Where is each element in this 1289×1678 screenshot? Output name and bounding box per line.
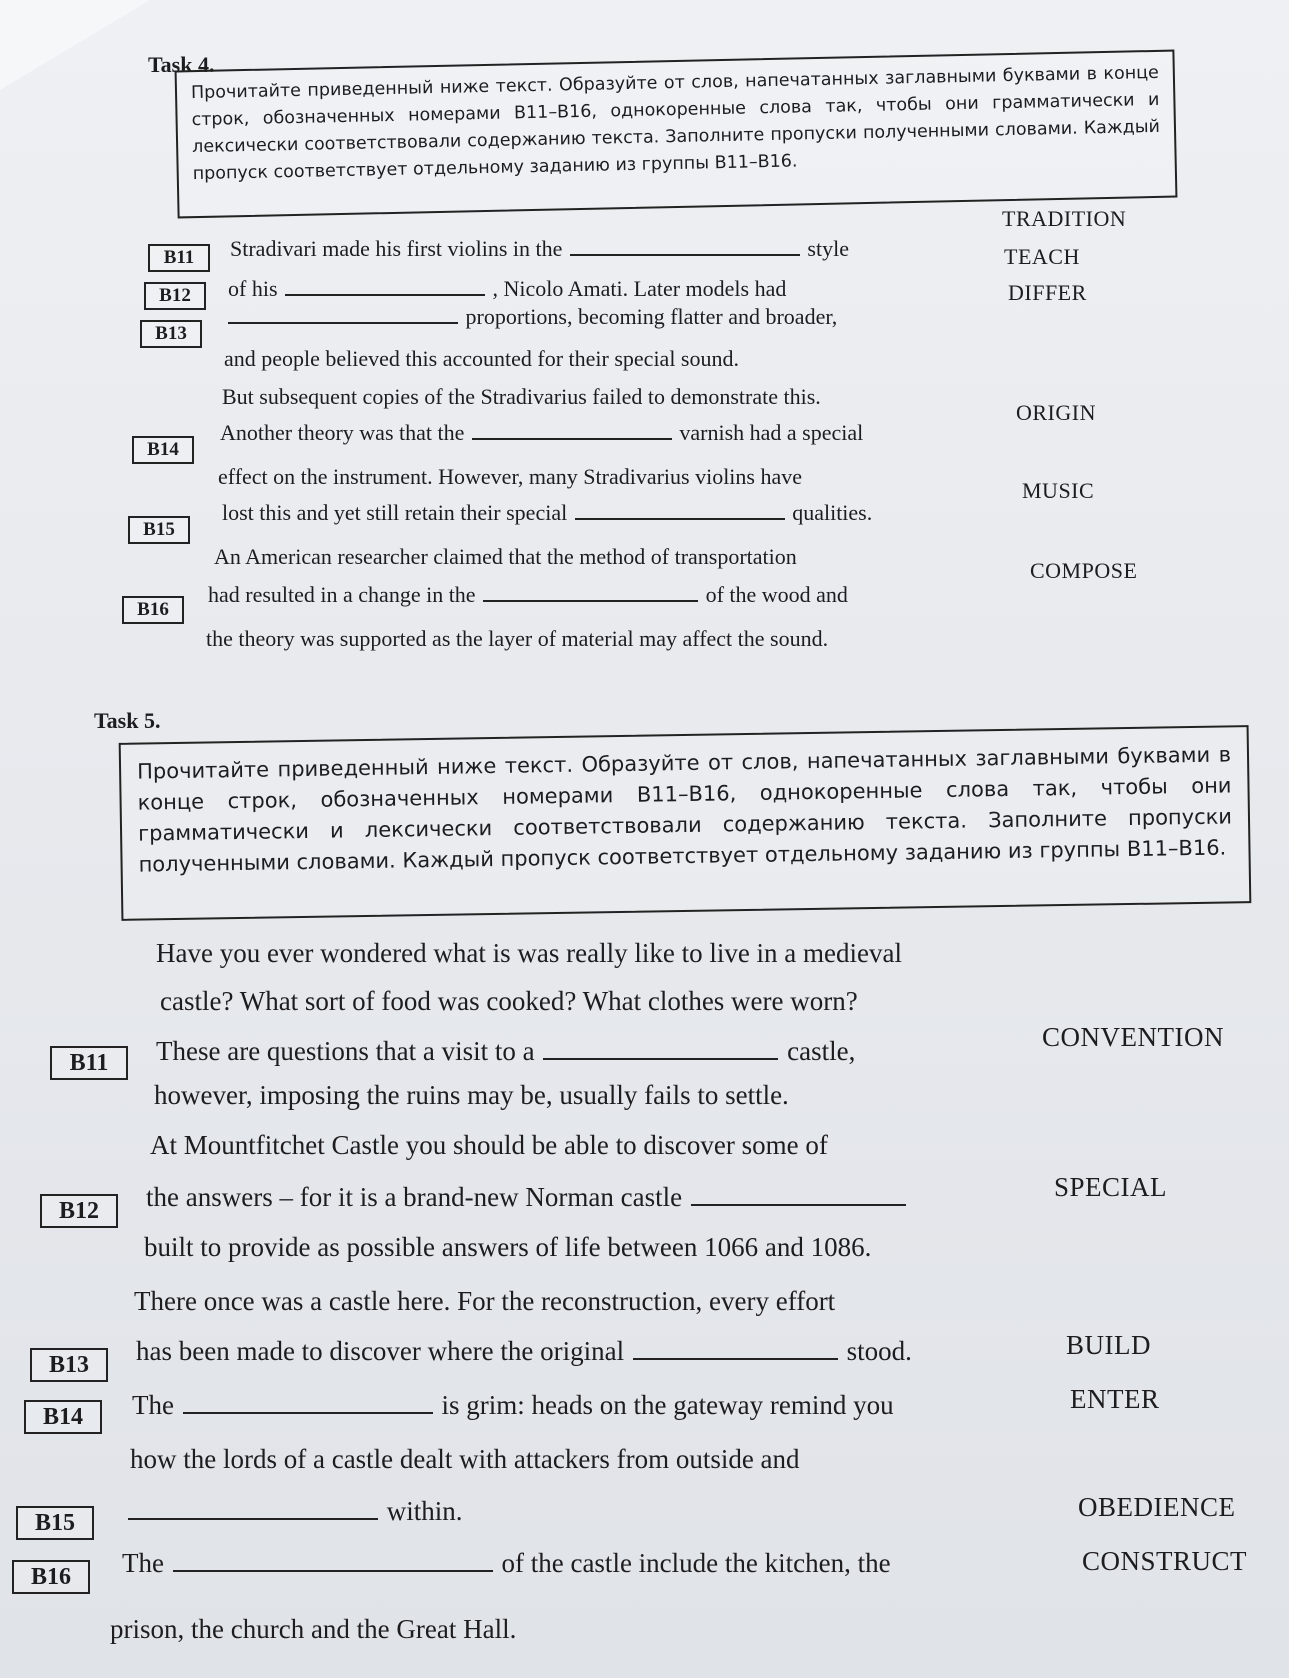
task-4-b12-blank[interactable]	[285, 293, 485, 296]
task-4-b14-blank[interactable]	[472, 437, 672, 440]
task-5-b15-line	[126, 1496, 463, 1527]
task-4-b11-text-before: Stradivari made his first violins in the	[230, 236, 563, 261]
task-5-intro-line: castle? What sort of food was cooked? What clothes were worn?	[160, 986, 858, 1016]
task-5-b16-text-before: The	[122, 1548, 164, 1578]
task-4-title: Task 4.	[148, 52, 215, 77]
task-4-b13-line	[226, 304, 837, 330]
task-5-b15-blank[interactable]	[128, 1517, 378, 1520]
task-4-b14-line	[220, 420, 863, 446]
task-5-b16-word: CONSTRUCT	[1082, 1546, 1248, 1576]
task-5-b16-label: B16	[12, 1560, 90, 1594]
task-5-b16-line	[122, 1548, 891, 1579]
task-4-b11-text-after: style	[807, 236, 849, 261]
task-4-text-line: But subsequent copies of the Stradivarius failed to demonstrate this.	[222, 384, 821, 409]
task-4-b15-text-before: lost this and yet still retain their special	[222, 500, 568, 525]
task-4-b13-label: B13	[140, 320, 202, 348]
task-4-instructions: Прочитайте приведенный ниже текст. Образуйте от слов, напечатанных заглавными буквами в конце строк, обозначенных номерами B11–B16, однокоренные слова так, чтобы они грамматически и лексически соответствовали содержанию текста. Заполните пропуски полученными словами. Каждый пропуск соответствует отдельному заданию из группы B11–B16.	[175, 50, 1178, 219]
task-4-b16-label: B16	[122, 596, 184, 624]
task-5-text-line: prison, the church and the Great Hall.	[110, 1614, 517, 1644]
task-5-b12-text-before: the answers – for it is a brand-new Norman castle	[146, 1182, 683, 1212]
task-4-b13-blank[interactable]	[228, 321, 458, 324]
task-5-b11-line	[156, 1036, 855, 1067]
task-5-b14-line	[132, 1390, 894, 1421]
task-4-b16-text-before: had resulted in a change in the	[208, 582, 476, 607]
task-5-b15-text-after: within.	[386, 1496, 463, 1526]
task-5-b13-text-after: stood.	[846, 1336, 912, 1366]
task-4-b11-line	[230, 236, 849, 262]
task-4-b16-word: COMPOSE	[1030, 558, 1138, 583]
task-4-b12-word: TEACH	[1004, 244, 1080, 269]
task-4-text-line: effect on the instrument. However, many Stradivarius violins have	[218, 464, 803, 489]
task-5-text-line: however, imposing the ruins may be, usually fails to settle.	[154, 1080, 789, 1110]
task-5-b14-blank[interactable]	[183, 1411, 433, 1414]
task-4-b12-text-after: , Nicolo Amati. Later models had	[492, 276, 787, 301]
task-5-b12-blank[interactable]	[691, 1203, 906, 1206]
task-4-b14-text-after: varnish had a special	[679, 420, 864, 445]
task-5-title: Task 5.	[94, 708, 161, 733]
task-4-b15-word: MUSIC	[1022, 478, 1095, 503]
task-4-b11-label: B11	[148, 244, 210, 272]
task-4-b14-word: ORIGIN	[1016, 400, 1096, 425]
task-5-b13-label: B13	[30, 1348, 108, 1382]
task-4-text-line: the theory was supported as the layer of material may affect the sound.	[206, 626, 829, 651]
task-4-b16-line	[208, 582, 848, 608]
task-4-b14-text-before: Another theory was that the	[220, 420, 465, 445]
task-5-b14-label: B14	[24, 1400, 102, 1434]
task-5-text-line: At Mountfitchet Castle you should be able to discover some of	[150, 1130, 828, 1160]
task-5-b16-text-after: of the castle include the kitchen, the	[501, 1548, 891, 1578]
task-5-text-line: how the lords of a castle dealt with attackers from outside and	[130, 1444, 800, 1474]
task-4-b14-label: B14	[132, 436, 194, 464]
task-4-b12-text-before: of his	[228, 276, 278, 301]
task-5-b14-text-before: The	[132, 1390, 174, 1420]
task-5-b13-blank[interactable]	[633, 1357, 838, 1360]
task-4-b12-line	[228, 276, 786, 302]
task-4-b16-blank[interactable]	[483, 599, 698, 602]
task-5-b11-blank[interactable]	[543, 1057, 778, 1060]
task-5-b12-word: SPECIAL	[1054, 1172, 1168, 1202]
task-5-text-line: There once was a castle here. For the reconstruction, every effort	[134, 1286, 836, 1316]
task-5-b11-label: B11	[50, 1046, 128, 1080]
task-4-b13-text-after: proportions, becoming flatter and broader,	[465, 304, 838, 329]
task-5-b11-word: CONVENTION	[1042, 1022, 1224, 1052]
task-5-b11-text-after: castle,	[787, 1036, 856, 1066]
task-4-b15-line	[222, 500, 872, 526]
task-5-intro-line: Have you ever wondered what is was really like to live in a medieval	[156, 938, 902, 968]
task-4-b15-blank[interactable]	[575, 517, 785, 520]
task-5-b15-label: B15	[16, 1506, 94, 1540]
task-5-text-line: built to provide as possible answers of life between 1066 and 1086.	[144, 1232, 872, 1262]
task-5-b13-text-before: has been made to discover where the original	[136, 1336, 625, 1366]
task-4-b11-blank[interactable]	[570, 253, 800, 256]
task-5-b12-label: B12	[40, 1194, 118, 1228]
task-5-instructions: Прочитайте приведенный ниже текст. Образуйте от слов, напечатанных заглавными буквами в конце строк, обозначенных номерами B11–B16, однокоренные слова так, чтобы они грамматически и лексически соответствовали содержанию текста. Заполните пропуски полученными словами. Каждый пропуск соответствует отдельному заданию из группы B11–B16.	[119, 725, 1252, 921]
task-4-b15-label: B15	[128, 516, 190, 544]
task-5-b14-word: ENTER	[1070, 1384, 1160, 1414]
task-5-b13-word: BUILD	[1066, 1330, 1151, 1360]
task-5-b13-line	[136, 1336, 912, 1367]
task-4-b12-label: B12	[144, 282, 206, 310]
task-4-b15-text-after: qualities.	[792, 500, 873, 525]
task-5-b12-line	[146, 1182, 908, 1213]
task-4-text-line: and people believed this accounted for their special sound.	[224, 346, 739, 371]
task-4-text-line: An American researcher claimed that the method of transportation	[214, 544, 797, 569]
task-5-b14-text-after: is grim: heads on the gateway remind you	[441, 1390, 894, 1420]
task-5-b16-blank[interactable]	[173, 1569, 493, 1572]
task-5-b11-text-before: These are questions that a visit to a	[156, 1036, 535, 1066]
task-4-b16-text-after: of the wood and	[705, 582, 848, 607]
task-5-b15-word: OBEDIENCE	[1078, 1492, 1236, 1522]
task-4-b11-word: TRADITION	[1002, 206, 1127, 231]
task-4-b13-word: DIFFER	[1008, 280, 1087, 305]
